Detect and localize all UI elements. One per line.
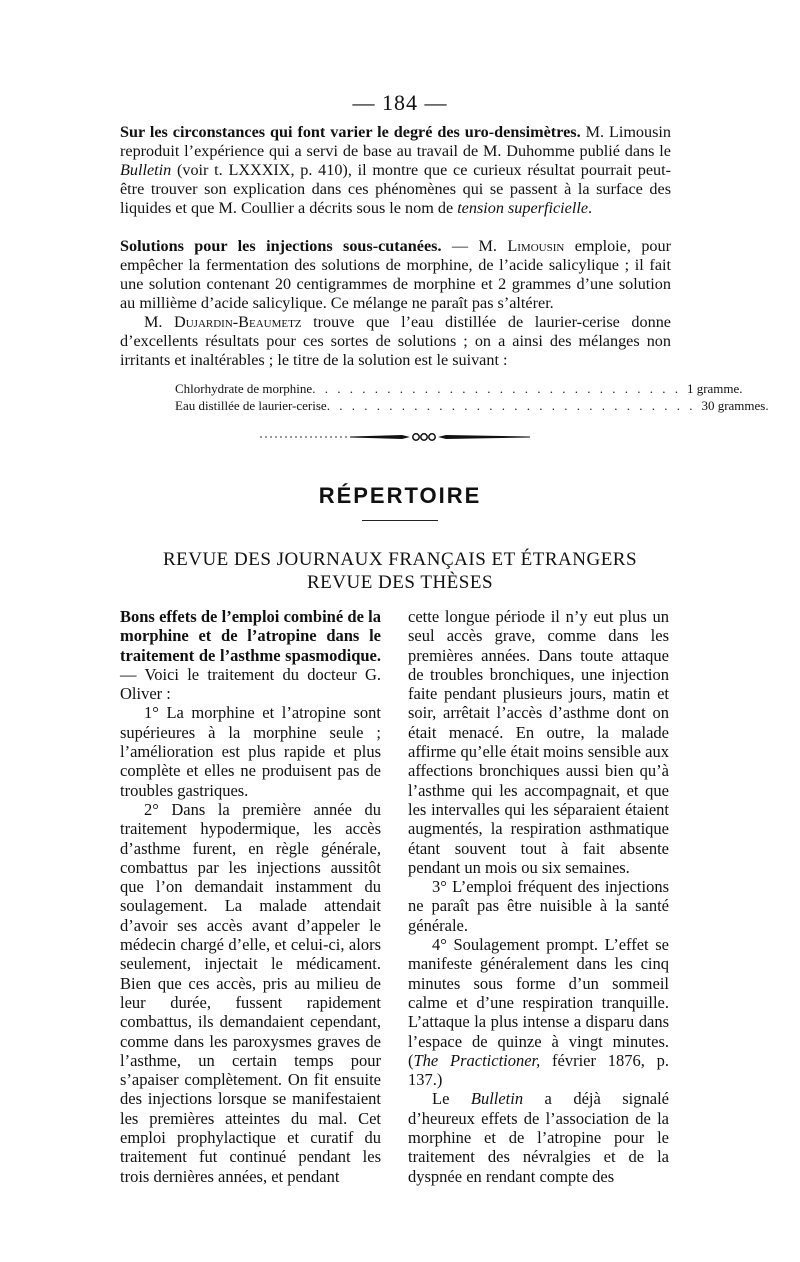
bulletin-reference: Bulletin bbox=[470, 1089, 524, 1109]
article-injections-title: Solutions pour les injections sous-cutanées. bbox=[120, 237, 442, 255]
section-title: RÉPERTOIRE bbox=[318, 483, 482, 508]
article-injections-author: Limousin bbox=[507, 237, 565, 255]
closing-text: a déjà signalé d’heureux effets de l’association de la morphine et de l’atropine pour le traitement des névralgies et de la dyspnée en rendant compte des bbox=[408, 1089, 669, 1186]
page-number: — 184 — bbox=[352, 90, 448, 115]
asthma-paragraph-text: 4° Soulagement prompt. L’effet se manifeste généralement dans les cinq minutes sous forme d’un sommeil calme et d’une respiration tranquille. L’attaque la plus intense a disparu dans l’espace de quinze à vingt minutes. ( bbox=[408, 935, 669, 1070]
article-urodensimeters-text2: (voir t. LXXXIX, p. 410), il montre que ce curieux résultat pourrait peut-être trouver son explication dans ces phénomènes qui se passent à la surface des liquides et que M. Coullier a décrits sous le nom de bbox=[120, 161, 671, 217]
recipe-row bbox=[175, 380, 743, 397]
asthma-article-title: Bons effets de l’emploi combiné de la morphine et de l’atropine dans le traitement de l’asthme spasmodique. bbox=[120, 607, 381, 665]
asthma-paragraph: 1° La morphine et l’atropine sont supérieures à la morphine seule ; l’amélioration est plus rapide et plus complète et elles ne produisent pas de troubles gastriques. bbox=[120, 703, 381, 800]
asthma-paragraph: 3° L’emploi fréquent des injections ne paraît pas être nuisible à la santé générale. bbox=[408, 877, 669, 935]
subtitle-theses: REVUE DES THÈSES bbox=[306, 572, 494, 593]
ornamental-divider bbox=[250, 430, 540, 444]
article-urodensimeters-text: M. Limousin reproduit l’expérience qui a servi de base au travail de M. Duhomme publié dans le bbox=[120, 123, 671, 160]
asthma-article-intro: — Voici le traitement du docteur G. Oliver : bbox=[120, 664, 381, 704]
recipe-quantity: 30 grammes. bbox=[701, 398, 769, 413]
article-urodensimeters-title: Sur les circonstances qui font varier le degré des uro-densimètres. bbox=[120, 123, 581, 141]
closing-prefix: Le bbox=[432, 1089, 471, 1109]
right-column bbox=[408, 607, 669, 1186]
article-urodensimeters-term: tension superficielle bbox=[457, 199, 589, 217]
asthma-paragraph: cette longue période il n’y eut plus un seul accès grave, comme dans les premières années. Dans toute attaque de troubles bronchiques, une injection faite pendant plusieurs jours, matin et soir, arrêtait l’accès d’asthme dont on était menacé. En outre, la malade affirme qu’elle était moins sensible aux affections bronchiques aussi bien qu’à l’asthme qui les accompagnait, et que les intervalles qui les séparaient étaient augmentés, la respiration asthmatique étant souvent tout à fait absente pendant un mois ou six semaines. bbox=[408, 607, 669, 877]
article-urodensimeters-end: . bbox=[588, 199, 593, 217]
title-rule bbox=[362, 520, 438, 521]
recipe-quantity: 1 gramme. bbox=[686, 381, 743, 396]
recipe-ingredient: Eau distillée de laurier-cerise bbox=[175, 398, 327, 413]
citation-date: février 1876, p. 137.) bbox=[408, 1050, 669, 1090]
article-injections bbox=[120, 237, 671, 370]
recipe-ingredient: Chlorhydrate de morphine bbox=[175, 381, 313, 396]
recipe-list bbox=[175, 380, 769, 414]
article-injections-dash: — M. bbox=[441, 237, 508, 255]
recipe-leader-dots: . . . . . . . . . . . . . . . . . . . . . . . . . . . . . . bbox=[312, 381, 681, 396]
article-injections-p2-text: trouve que l’eau distillée de laurier-cerise donne d’excellents résultats pour ces sortes de solutions ; on a ainsi des mélanges non irritants et inaltérables ; le titre de la solution est le suivant : bbox=[120, 313, 671, 369]
left-column bbox=[120, 607, 381, 1186]
asthma-paragraph: 2° Dans la première année du traitement hypodermique, les accès d’asthme furent, en règle générale, combattus par les injections aussitôt que l’on demandait instamment du soulagement. La malade attendait d’avoir ses accès avant d’appeler le médecin chargé d’elle, et celui-ci, alors seulement, injectait le médicament. Bien que ces accès, pris au milieu de leur durée, fussent rapidement combattus, ils demandaient cependant, comme dans les paroxysmes graves de l’asthme, un certain temps pour s’apaiser complètement. On fit ensuite des injections lorsque se manifestaient les premières atteintes du mal. Cet emploi prophylactique et curatif du traitement fut continué pendant les trois dernières années, et pendant bbox=[120, 799, 381, 1186]
recipe-row bbox=[175, 397, 769, 414]
subtitle-journals: REVUE DES JOURNAUX FRANÇAIS ET ÉTRANGERS bbox=[162, 549, 638, 570]
article-injections-p2-author: Dujardin-Beaumetz bbox=[174, 313, 302, 331]
article-injections-text: emploie, pour empêcher la fermentation des solutions de morphine, de l’acide salicylique ; il fait une solution contenant 20 centigrammes de morphine et 2 grammes d’une solution au millième d’acide salicylique. Ce mélange ne paraît pas s’altérer. bbox=[120, 237, 671, 312]
article-injections-p2-prefix: M. bbox=[144, 313, 175, 331]
recipe-leader-dots: . . . . . . . . . . . . . . . . . . . . . . . . . . . . . . bbox=[326, 398, 696, 413]
source-citation: The Practictioner, bbox=[413, 1050, 541, 1070]
article-urodensimeters bbox=[120, 123, 671, 218]
article-urodensimeters-journal: Bulletin bbox=[120, 161, 172, 179]
